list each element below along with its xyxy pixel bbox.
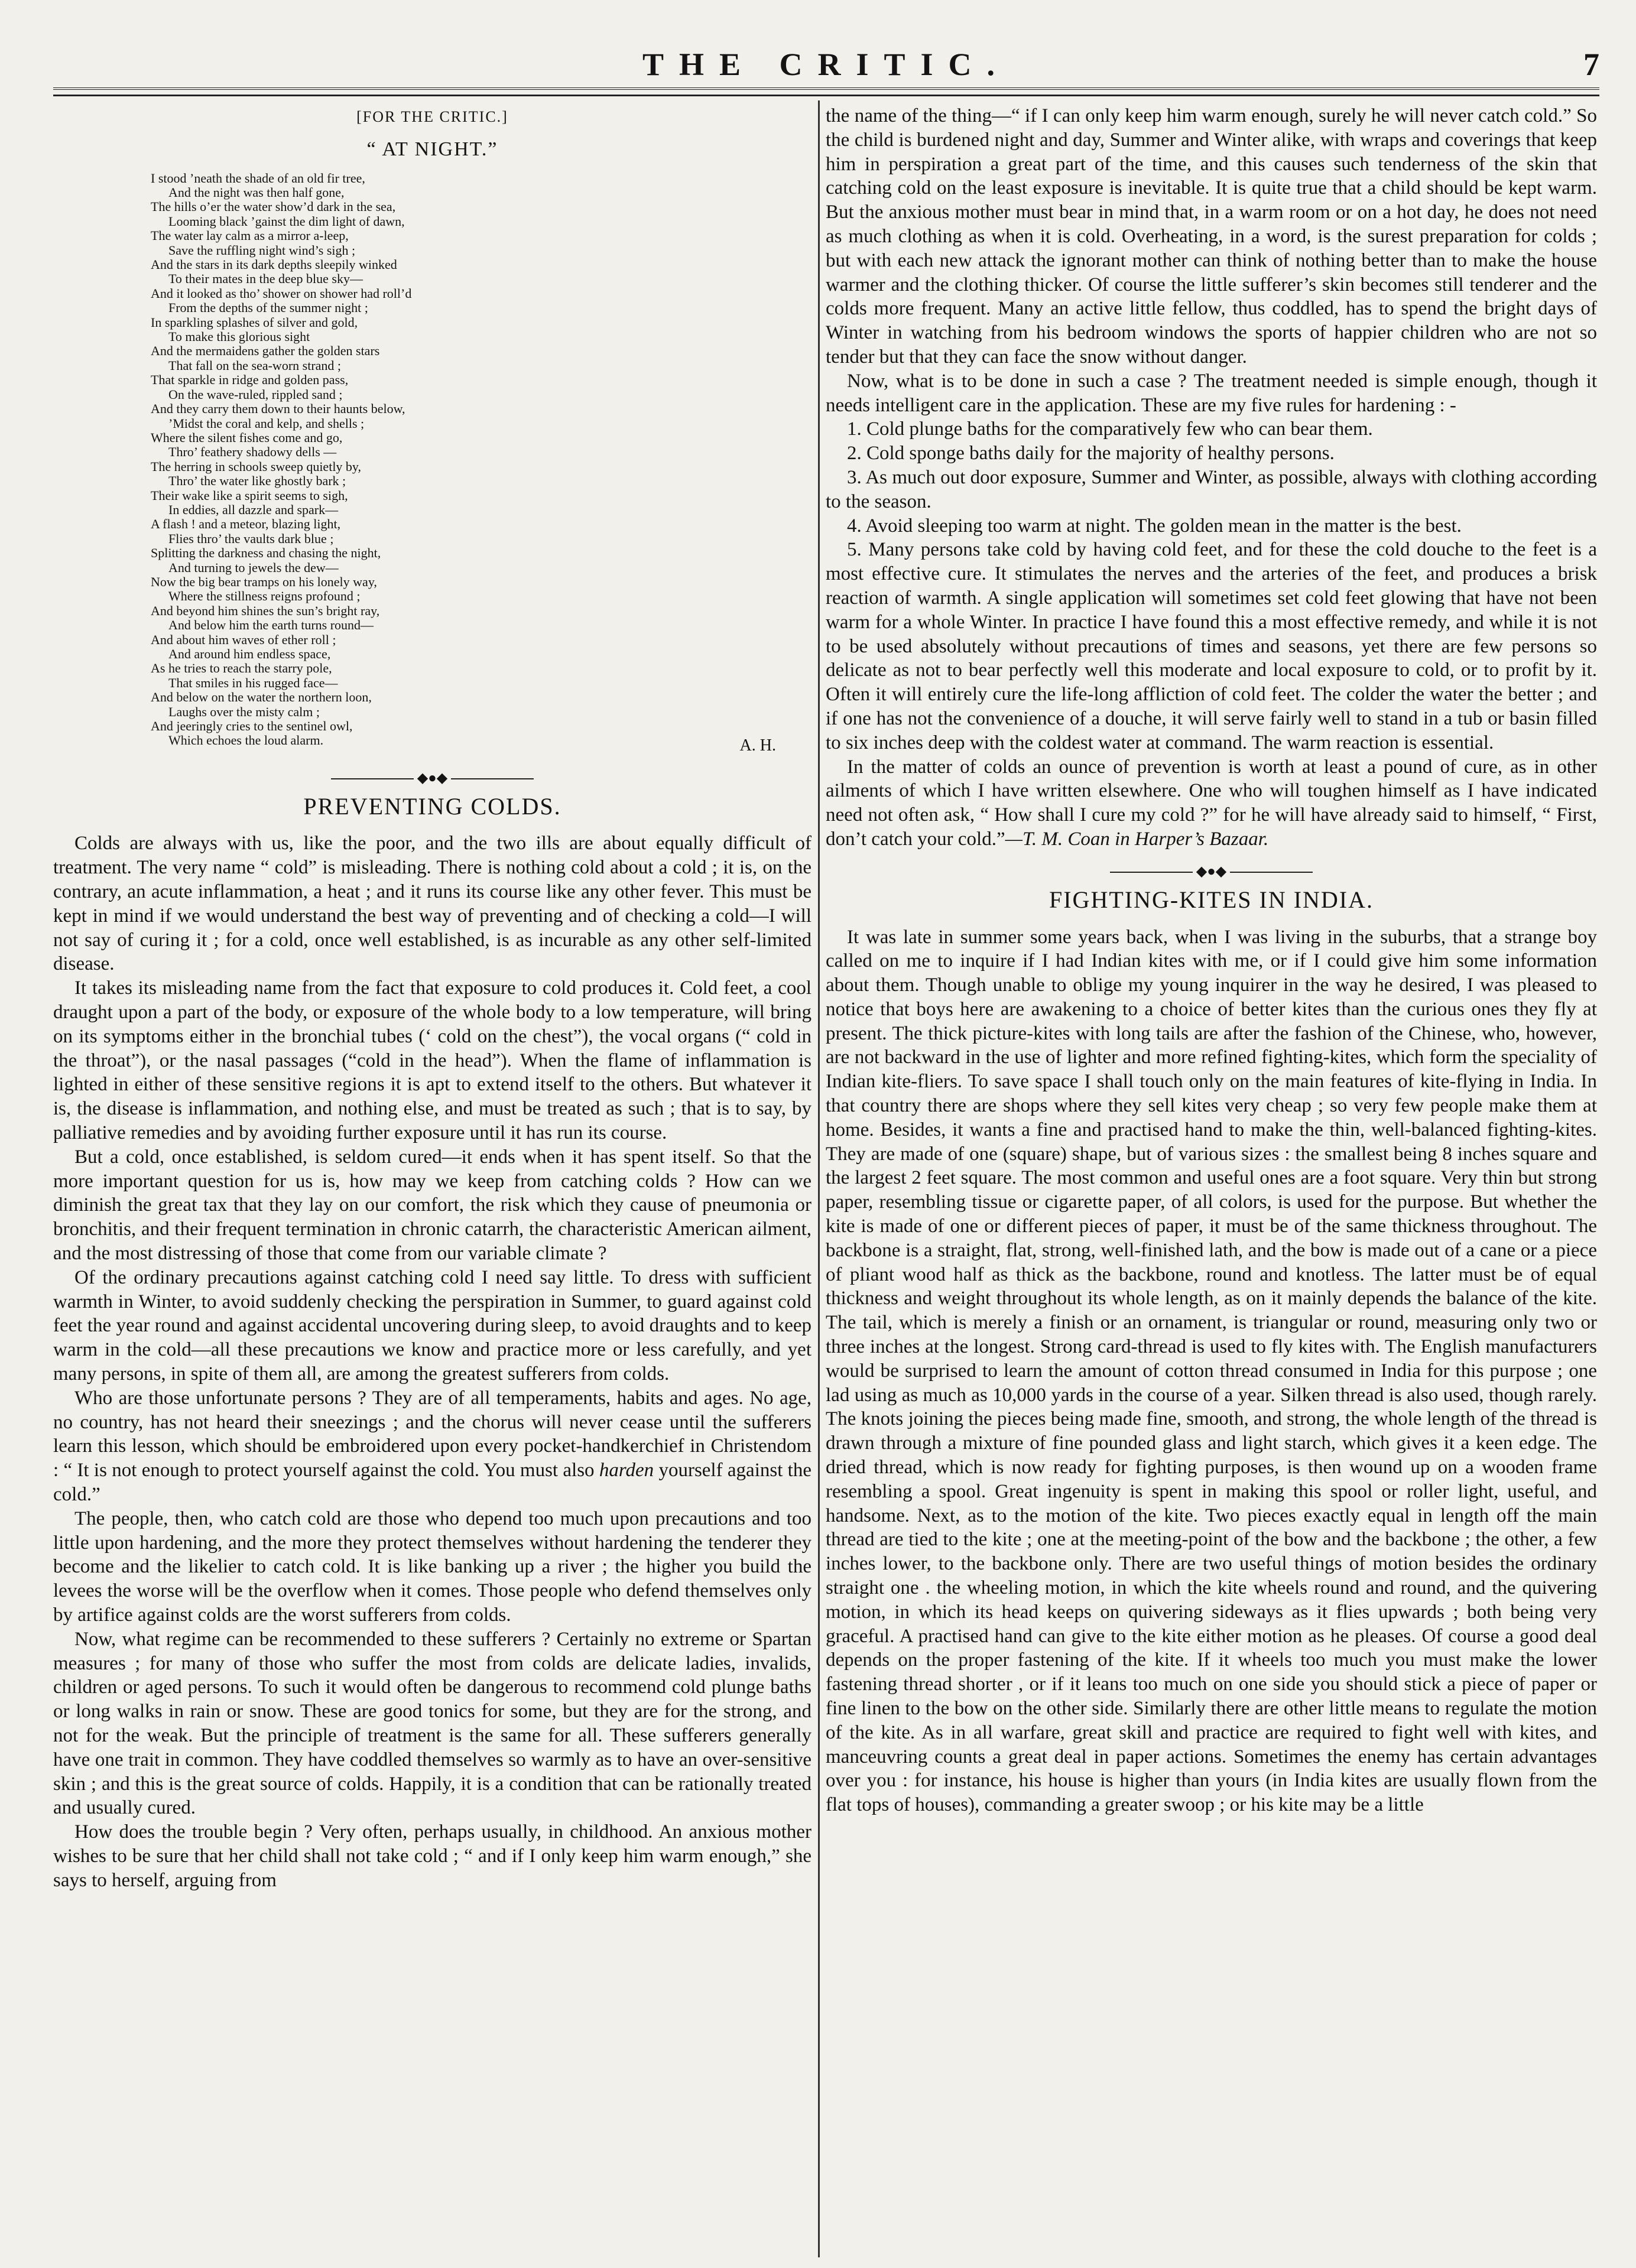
poem-line: That fall on the sea-worn strand ; (168, 358, 342, 373)
article-credit: —T. M. Coan in Harper’s Bazaar. (1005, 828, 1269, 850)
poem-line: Save the ruffling night wind’s sigh ; (168, 242, 356, 258)
poem-line: Thro’ feathery shadowy dells — (168, 444, 337, 460)
poem-line: From the depths of the summer night ; (168, 300, 368, 316)
poem-line: That sparkle in ridge and golden pass, (151, 372, 349, 388)
poem-line: Which echoes the loud alarm. (168, 733, 324, 748)
rules-intro: Now, what is to be done in such a case ? The treatment needed is simple enough, though it needs intelligent care in the application. These are my five rules for hardening : - (826, 370, 1597, 416)
right-column (826, 104, 1597, 1817)
poem-line: ’Midst the coral and kelp, and shells ; (168, 415, 365, 431)
article-title-preventing-colds: PREVENTING COLDS. (303, 792, 561, 820)
rule-item: 5. Many persons take cold by having cold feet, and for these the cold douche to the feet is a most effective cure. It stimulates the nerves and the arteries of the feet, and produces a brisk reaction of warmth. A single application will sometimes set cold feet glowing that have not been warm for a whole Winter. In practice I have found this a most effective remedy, and while it is not to be used absolutely without precautions of times and seasons, yet there are few persons so delicate as not to bear perfectly well this moderate and local exposure to cold, or to profit by it. Often it will entirely cure the life-long affliction of cold feet. The colder the water the better ; and if one has not the convenience of a douche, it will serve fairly well to stand in a tub or basin filled to six inches deep with the coldest water at command. The warm reaction is essential. (826, 539, 1597, 753)
poem-line: As he tries to reach the starry pole, (151, 661, 332, 676)
article-title-fighting-kites: FIGHTING-KITES IN INDIA. (1049, 886, 1374, 913)
poem-line: Looming black ’gainst the dim light of dawn, (168, 213, 405, 229)
poem-line: And below him the earth turns round— (168, 618, 374, 633)
poem-line: I stood ’neath the shade of an old fir tree, (151, 170, 365, 186)
publication-title: THE CRITIC. (642, 47, 1011, 82)
section-ornament: ◆●◆ (826, 865, 1597, 879)
poem-line: And beyond him shines the sun’s bright ray, (151, 603, 380, 618)
poem-line: The water lay calm as a mirror a-leep, (151, 228, 349, 243)
poem-line: And the stars in its dark depths sleepily winked (151, 257, 397, 272)
poem-line: A flash ! and a meteor, blazing light, (151, 516, 341, 532)
article-closing (826, 755, 1597, 852)
poem-line: And the night was then half gone, (168, 185, 345, 200)
page-number: 7 (1583, 47, 1599, 82)
poem-signature: A. H. (739, 736, 776, 755)
poem-line: Thro’ the water like ghostly bark ; (168, 473, 346, 489)
left-column (53, 104, 811, 1893)
poem-line: That smiles in his rugged face— (168, 675, 338, 690)
paragraph: It takes its misleading name from the fact that exposure to cold produces it. Cold feet, a cool draught upon a part of the body, or exposure of the whole body to a low temperature, will bring on its symptoms either in the bronchial tubes (‘ cold on the chest”), the vocal organs (“ cold in the throat”), or the nasal passages (“cold in the head”). When the flame of inflammation is lighted in either of these sensitive regions it is apt to extend itself to the others. But whatever it is, the disease is inflammation, and nothing else, and must be treated as such ; that is to say, by palliative remedies and by avoiding further exposure until it has run its course. (53, 977, 811, 1143)
article-body-preventing-colds (53, 831, 811, 1892)
paragraph: It was late in summer some years back, when I was living in the suburbs, that a strange boy called on me to inquire if I had Indian kites with me, or if I could give him some information about them. Though unable to oblige my young inquirer in the way he desired, I was pleased to notice that boys here are awakening to a choice of better kites than the curious ones they fly at present. The thick picture-kites with long tails are after the fashion of the Chinese, who, however, are not backward in the use of lighter and more refined fighting-kites, which form the speciality of Indian kite-fliers. To save space I shall touch only on the main features of kite-flying in India. In that country there are shops where they sell kites very cheap ; so very few people make them at home. Besides, it wants a fine and practised hand to make the thin, well-balanced fighting-kites. They are made of one (square) shape, but of various sizes : the smallest being 8 inches square and the largest 2 feet square. The most common and useful ones are a foot square. Very thin but strong paper, resembling tissue or cigarette paper, of all colors, is used for the purpose. But whether the kite is made of one or different pieces of paper, it must be of the same thickness throughout. The backbone is a straight, flat, strong, well-finished lath, and the bow is made out of a cane or a piece of pliant wood half as thick as the backbone, round and knotless. The latter must be of equal thickness and weight throughout its whole length, as on it mainly depends the balance of the kite. The tail, which is merely a finish or an ornament, is triangular or round, measuring only two or three inches at the longest. Strong card-thread is used to fly kites with. The English manufacturers would be surprised to learn the amount of cotton thread consumed in India for this purpose ; one lad using as much as 10,000 yards in the course of a year. Silken thread is also used, though rarely. The knots joining the pieces being made fine, smooth, and strong, the whole length of the thread is drawn through a mixture of fine pounded glass and light starch, which gives it a keen edge. The dried thread, which is now ready for fighting purposes, is then wound up on a wooden frame resembling a spool. Great ingenuity is spent in making this spool or roller light, useful, and handsome. Next, as to the motion of the kite. Two pieces exactly equal in length off the main thread are tied to the kite ; one at the meeting-point of the bow and the backbone ; the other, a few inches lower, to the backbone only. There are two useful things of motion besides the ordinary straight one . the wheeling motion, in which the kite wheels round and round, and the quivering motion, in which its head keeps on quivering sideways as it flies upwards ; both being very graceful. A practised hand can give to the kite either motion as he pleases. Of course a good deal depends on the proper fastening of the kite. If it wheels too much you must make the lower fastening thread shorter , or if it leans too much on one side you should stick a piece of paper or fine linen to the bow on the other side. Similarly there are other little means to regulate the motion of the kite. As in all warfare, great skill and practice are required to fight well with kites, and manceuvring counts a great deal in paper actions. Sometimes the enemy has certain advantages over you : for instance, his house is higher than yours (in India kites are usually flown from the flat tops of houses), commanding a greater swoop ; or his kite may be a little (826, 926, 1597, 1816)
paragraph: Colds are always with us, like the poor, and the two ills are about equally difficult of treatment. The very name “ cold” is misleading. There is nothing cold about a cold ; it is, on the contrary, an acute inflammation, a heat ; and it runs its course like any other fever. This must be kept in mind if we would understand the best way of preventing and of checking a cold—I will not say of curing it ; for a cold, once well established, is as incurable as any other self-limited disease. (53, 833, 811, 975)
poem-line: And the mermaidens gather the golden stars (151, 343, 380, 359)
rule-item: 3. As much out door exposure, Summer and Winter, as possible, always with clothing according to the season. (826, 466, 1597, 512)
poem-line: And it looked as tho’ shower on shower had roll’d (151, 285, 412, 301)
poem-line: And around him endless space, (168, 646, 331, 661)
masthead-rule (53, 87, 1599, 96)
poem-line: Where the silent fishes come and go, (151, 430, 343, 445)
paragraph: The people, then, who catch cold are those who depend too much upon precautions and too little upon hardening, and the more they protect themselves without hardening the tenderer they become and the likelier to catch cold. It is like banking up a river ; the higher you build the levees the worse will be the overflow when it comes. Those people who defend themselves only by artifice against colds are the worst sufferers from colds. (53, 1507, 811, 1626)
poem-line: In eddies, all dazzle and spark— (168, 502, 339, 517)
poem-line: And about him waves of ether roll ; (151, 632, 336, 647)
paragraph: Now, what regime can be recommended to these sufferers ? Certainly no extreme or Spartan measures ; for many of those who suffer the most from colds are delicate ladies, invalids, children or aged persons. To such it would often be dangerous to recommend cold plunge baths or long walks in rain or snow. These are good tonics for some, but they are for the strong, and not for the weak. But the principle of treatment is the same for all. These sufferers generally have one trait in common. They have coddled themselves so warmly as to have an over-sensitive skin ; and this is the great source of colds. Happily, it is a condition that can be rationally treated and usually cured. (53, 1628, 811, 1819)
poem-line: To make this glorious sight (168, 329, 310, 345)
rule-item: 4. Avoid sleeping too warm at night. The golden mean in the matter is the best. (847, 515, 1462, 537)
poem-line: To their mates in the deep blue sky— (168, 271, 363, 287)
poem-line: And they carry them down to their haunts below, (151, 401, 405, 417)
article-body-fighting-kites (826, 925, 1597, 1817)
poem-line: Now the big bear tramps on his lonely way, (151, 574, 377, 589)
paragraph: But a cold, once established, is seldom cured—it ends when it has spent itself. So that the more important question for us is, how may we keep from catching colds ? How can we diminish the great tax that they lay on our comfort, the risk which they cause of pneumonia or bronchitis, and their frequent termination in chronic catarrh, the characteristic American ailment, and the most distressing of those that come from our variable climate ? (53, 1146, 811, 1264)
poem-line: Their wake like a spirit seems to sigh, (151, 488, 348, 503)
poem-line: In sparkling splashes of silver and gold, (151, 314, 358, 330)
poem-line: The hills o’er the water show’d dark in the sea, (151, 199, 396, 215)
poem-title: “ AT NIGHT.” (366, 138, 498, 160)
masthead (53, 46, 1599, 82)
paragraph: Who are those unfortunate persons ? They are of all temperaments, habits and ages. No age, no country, has not heard their sneezings ; and the chorus will never cease until the sufferers learn this lesson, which should be embroidered upon every pocket-handkerchief in Christendom : “ It is not enough to protect yourself against the cold. You must also harden yourself against the cold.” (53, 1387, 811, 1505)
poem-for-label: [FOR THE CRITIC.] (356, 108, 508, 125)
section-ornament: ◆●◆ (53, 771, 811, 785)
poem-line: Laughs over the misty calm ; (168, 704, 320, 719)
poem-body (151, 171, 564, 748)
rule-item: 2. Cold sponge baths daily for the majority of healthy persons. (847, 443, 1335, 464)
paragraph: How does the trouble begin ? Very often, perhaps usually, in childhood. An anxious mother wishes to be sure that her child shall not take cold ; “ and if I only keep him warm enough,” she says to herself, arguing from (53, 1821, 811, 1891)
poem-line: And below on the water the northern loon, (151, 690, 372, 705)
paragraph: Of the ordinary precautions against catching cold I need say little. To dress with sufficient warmth in Winter, to avoid suddenly checking the perspiration in Summer, to guard against cold feet the year round and against accidental uncovering during sleep, to avoid draughts and to keep warm in the cold—all these precautions we know and practice more or less carefully, and yet many persons, in spite of them all, are among the greatest sufferers from colds. (53, 1266, 811, 1385)
poem-line: And turning to jewels the dew— (168, 560, 339, 575)
hardening-rules-list (826, 417, 1597, 755)
poem-line: The herring in schools sweep quietly by, (151, 459, 361, 474)
poem-line: Splitting the darkness and chasing the night, (151, 545, 381, 561)
rule-item: 1. Cold plunge baths for the comparatively few who can bear them. (847, 418, 1373, 440)
poem-line: On the wave-ruled, rippled sand ; (168, 386, 343, 402)
article-continuation: the name of the thing—“ if I can only keep him warm enough, surely he will never catch cold.” So the child is burdened night and day, Summer and Winter alike, with wraps and coverings that keep him in perspiration a great part of the time, and this causes such tenderness of the skin that catching cold on the least exposure is inevitable. It is quite true that a child should be kept warm. But the anxious mother must bear in mind that, in a warm room or on a hot day, he does not need as much clothing as when it is cold. Overheating, in a word, is the surest preparation for colds ; but with each new attack the ignorant mother can think of nothing better than to make the house warmer and the clothing thicker. Of course the little sufferer’s skin becomes still tenderer and the colds more frequent. Many an active little fellow, thus coddled, has to spend the bright days of Winter in watching from his bedroom windows the sports of happier children who are not so tender but that they can face the snow without danger. (826, 105, 1597, 368)
poem-line: Flies thro’ the vaults dark blue ; (168, 531, 334, 546)
poem-line: Where the stillness reigns profound ; (168, 589, 361, 604)
column-divider (818, 100, 820, 2257)
poem-line: And jeeringly cries to the sentinel owl, (151, 719, 353, 734)
closing-text: In the matter of colds an ounce of prevention is worth at least a pound of cure, as in other ailments of which I have written elsewhere. One who will toughen himself as I have indicated need not often ask, “ How shall I cure my cold ?” for he will have already said to himself, “ First, don’t catch your cold.” (826, 756, 1597, 850)
